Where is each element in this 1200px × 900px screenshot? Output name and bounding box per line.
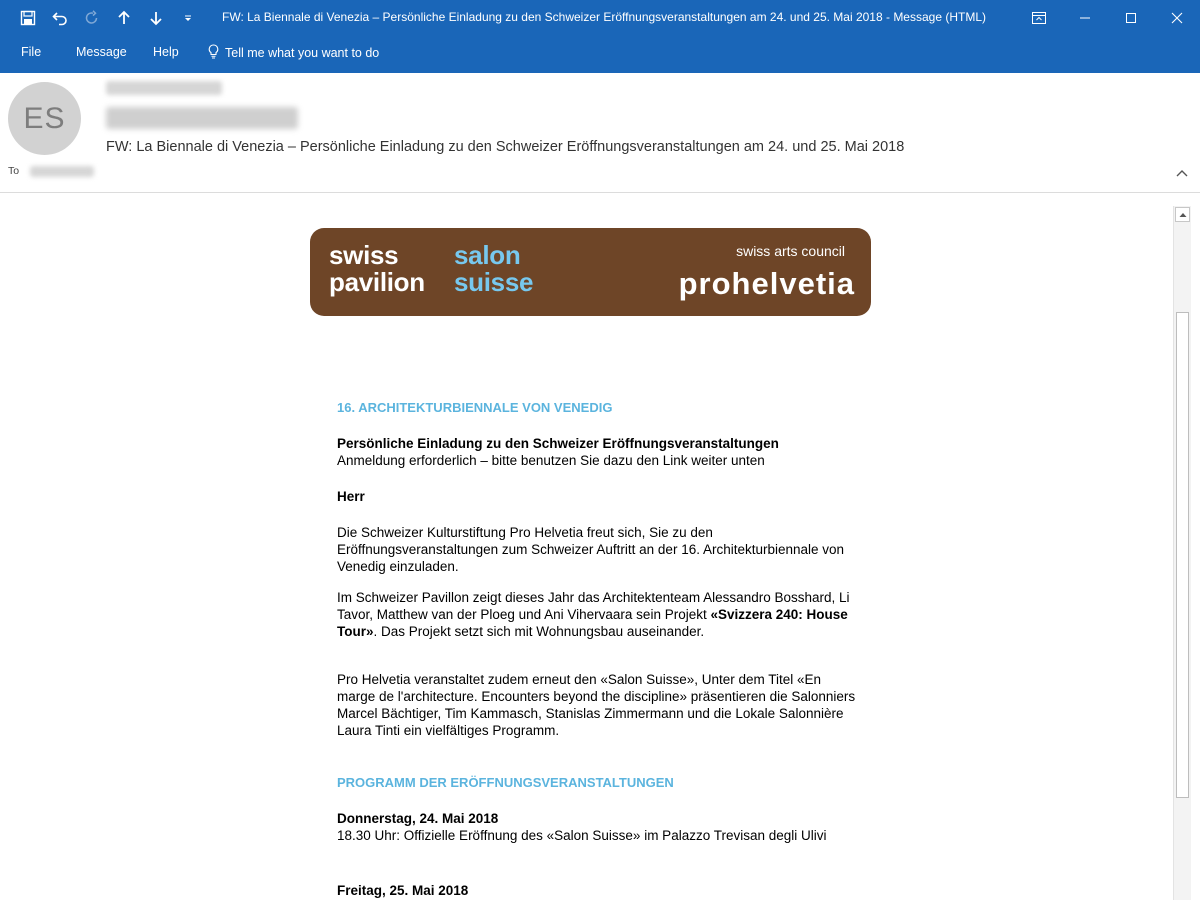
- day-1-event: 18.30 Uhr: Offizielle Eröffnung des «Salon Suisse» im Palazzo Trevisan degli Ulivi: [337, 828, 827, 843]
- to-label: To: [8, 165, 20, 177]
- minimize-icon[interactable]: [1062, 0, 1108, 36]
- maximize-icon[interactable]: [1108, 0, 1154, 36]
- lightbulb-icon: [208, 44, 219, 62]
- customize-toolbar-icon[interactable]: [174, 4, 202, 32]
- registration-note: Anmeldung erforderlich – bitte benutzen Sie dazu den Link weiter unten: [337, 453, 765, 468]
- paragraph-2-text-b: . Das Projekt setzt sich mit Wohnungsbau auseinander.: [373, 624, 705, 639]
- collapse-header-icon[interactable]: [1174, 165, 1190, 181]
- scrollbar-thumb[interactable]: [1176, 312, 1189, 798]
- quick-access-toolbar: [14, 0, 202, 36]
- tab-help[interactable]: Help: [153, 45, 179, 59]
- close-icon[interactable]: [1154, 0, 1200, 36]
- banner-salon: salon: [454, 240, 521, 270]
- window-title: FW: La Biennale di Venezia – Persönliche Einladung zu den Schweizer Eröffnungsveranstaltungen am 24. und 25. Mai 2018 - Message (HTML): [222, 10, 986, 24]
- day-1-block: [337, 810, 857, 844]
- paragraph-3: Pro Helvetia veranstaltet zudem erneut den «Salon Suisse», Unter dem Titel «En marge de l'architecture. Encounters beyond the discipline» präsentieren die Salonniers Marcel Bächtiger, Tim Kammasch, Stanislas Zimmermann und die Lokale Salonnière Laura Tinti ein vielfältiges Programm.: [337, 672, 856, 738]
- undo-icon[interactable]: [46, 4, 74, 32]
- message-header: [0, 73, 1200, 193]
- prohelvetia-logo: prohelvetia: [678, 266, 855, 301]
- paragraph-1: Die Schweizer Kulturstiftung Pro Helvetia freut sich, Sie zu den Eröffnungsveranstaltungen zum Schweizer Auftritt an der 16. Architekturbiennale von Venedig einzuladen.: [337, 525, 845, 574]
- heading-biennale: 16. ARCHITEKTURBIENNALE VON VENEDIG: [337, 400, 613, 415]
- invitation-title: Persönliche Einladung zu den Schweizer Eröffnungsveranstaltungen: [337, 436, 779, 451]
- ribbon-display-options-icon[interactable]: [1016, 0, 1062, 36]
- swiss-arts-council: swiss arts council: [736, 243, 845, 259]
- paragraph-2: [337, 589, 857, 640]
- next-item-icon[interactable]: [142, 4, 170, 32]
- swiss-pavilion-logo: [329, 242, 425, 296]
- vertical-scrollbar[interactable]: [1173, 206, 1191, 900]
- banner-swiss: swiss: [329, 240, 399, 270]
- paragraph-2-text-a: Im Schweizer Pavillon zeigt dieses Jahr das Architektenteam Alessandro Bosshard, Li Tavor, Matthew van der Ploeg und Ani Vihervaara sein Projekt: [337, 590, 850, 622]
- tab-file[interactable]: File: [21, 45, 42, 59]
- day-2-date: Freitag, 25. Mai 2018: [337, 883, 469, 898]
- message-body: [0, 194, 1200, 900]
- salon-suisse-logo: [454, 242, 533, 296]
- invitation-block: [337, 435, 857, 469]
- pro-helvetia-banner: [310, 228, 871, 316]
- banner-pavilion: pavilion: [329, 267, 425, 297]
- sender-email-redacted: [106, 81, 222, 95]
- avatar[interactable]: ES: [8, 82, 81, 155]
- tell-me-search[interactable]: [208, 44, 379, 62]
- ribbon-tabs: [0, 36, 1200, 73]
- project-title: «Svizzera 240: House Tour»: [337, 607, 848, 639]
- title-bar: [0, 0, 1200, 36]
- scroll-up-icon[interactable]: [1175, 207, 1190, 222]
- day-1-date: Donnerstag, 24. Mai 2018: [337, 811, 499, 826]
- redo-icon[interactable]: [78, 4, 106, 32]
- recipient-redacted[interactable]: [30, 166, 94, 177]
- previous-item-icon[interactable]: [110, 4, 138, 32]
- heading-programm: PROGRAMM DER ERÖFFNUNGSVERANSTALTUNGEN: [337, 775, 674, 790]
- message-subject: FW: La Biennale di Venezia – Persönliche Einladung zu den Schweizer Eröffnungsveranstaltungen am 24. und 25. Mai 2018: [106, 139, 905, 155]
- save-icon[interactable]: [14, 4, 42, 32]
- window-controls: [1016, 0, 1200, 36]
- sender-name-redacted[interactable]: [106, 107, 298, 129]
- tell-me-label: Tell me what you want to do: [225, 46, 380, 60]
- banner-suisse: suisse: [454, 267, 534, 297]
- tab-message[interactable]: Message: [76, 45, 127, 59]
- salutation: Herr: [337, 489, 365, 504]
